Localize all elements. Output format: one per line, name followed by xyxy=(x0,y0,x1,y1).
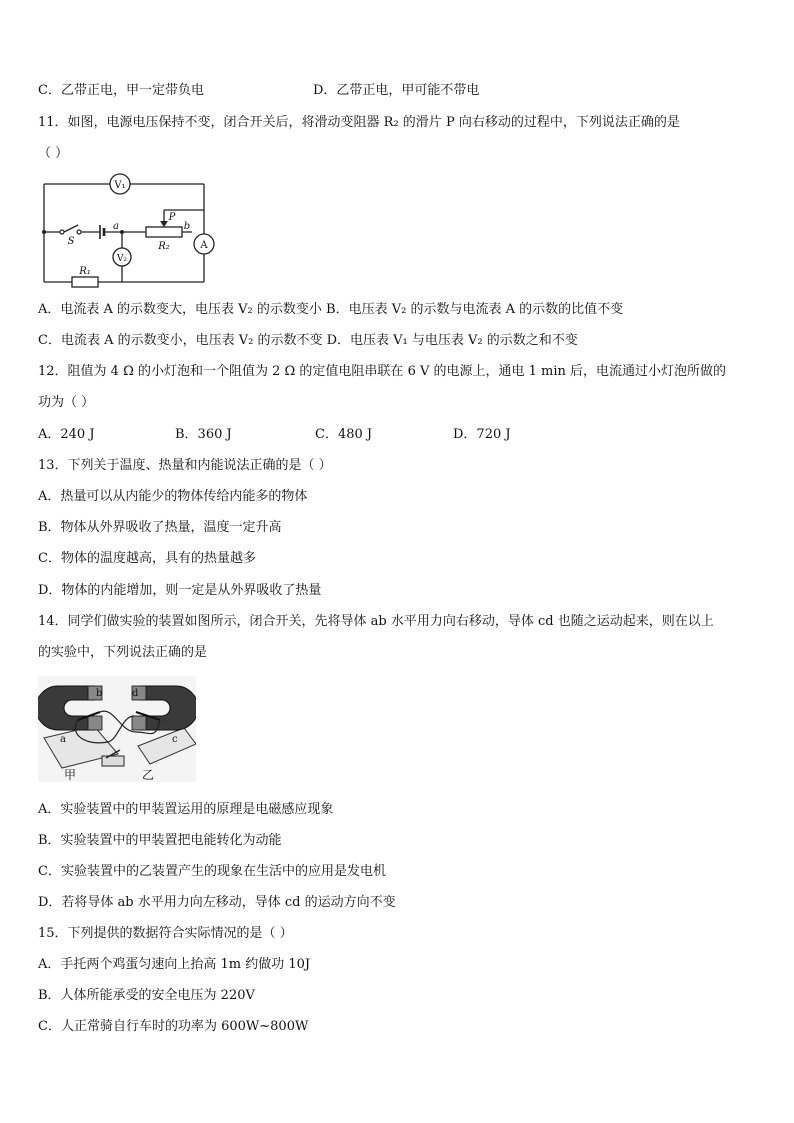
q13-option-d: D．物体的内能增加，则一定是从外界吸收了热量 xyxy=(38,583,322,598)
q11-stem-bracket: （ ） xyxy=(38,146,69,161)
q12-option-b: B．360 J xyxy=(175,427,232,442)
q14-stem: 14．同学们做实验的装置如图所示，闭合开关，先将导体 ab 水平用力向右移动，导体 cd 也随之运动起来，则在以上 xyxy=(38,614,714,629)
q14-stem-cont: 的实验中，下列说法正确的是 xyxy=(38,645,208,660)
q15-option-c: C．人正常骑自行车时的功率为 600W~800W xyxy=(38,1019,309,1034)
q14-option-b: B．实验装置中的甲装置把电能转化为动能 xyxy=(38,833,282,848)
q15-option-a: A．手托两个鸡蛋匀速向上抬高 1m 约做功 10J xyxy=(38,957,311,972)
point-b-label: b xyxy=(183,221,191,232)
q14-option-d: D．若将导体 ab 水平用力向左移动，导体 cd 的运动方向不变 xyxy=(38,895,396,910)
q12-stem-cont: 功为（ ） xyxy=(38,395,95,410)
q13-stem: 13．下列关于温度、热量和内能说法正确的是（ ） xyxy=(38,458,332,473)
v1-label: V₁ xyxy=(114,180,126,191)
label-d: d xyxy=(132,688,139,699)
q10-option-c: C．乙带正电，甲一定带负电 xyxy=(38,83,204,98)
v2-label: V₂ xyxy=(116,254,128,264)
label-yi: 乙 xyxy=(142,768,155,782)
q11-stem: 11．如图，电源电压保持不变，闭合开关后，将滑动变阻器 R₂ 的滑片 P 向右移动的过程中，下列说法正确的是 xyxy=(38,115,680,130)
label-b: b xyxy=(96,688,103,699)
q13-option-c: C．物体的温度越高，具有的热量越多 xyxy=(38,551,256,566)
q15-stem: 15．下列提供的数据符合实际情况的是（ ） xyxy=(38,926,293,941)
point-a-label: a xyxy=(113,221,119,232)
switch-label: S xyxy=(67,236,75,247)
q10-option-d: D．乙带正电，甲可能不带电 xyxy=(313,83,480,98)
q11-options-ab: A．电流表 A 的示数变大，电压表 V₂ 的示数变小 B．电压表 V₂ 的示数与电流表 A 的示数的比值不变 xyxy=(38,302,624,317)
r1-label: R₁ xyxy=(79,266,91,277)
q14-option-c: C．实验装置中的乙装置产生的现象在生活中的应用是发电机 xyxy=(38,864,386,879)
r2-label: R₂ xyxy=(158,241,170,252)
q13-option-b: B．物体从外界吸收了热量，温度一定升高 xyxy=(38,520,282,535)
q13-option-a: A．热量可以从内能少的物体传给内能多的物体 xyxy=(38,489,308,504)
q11-circuit-diagram xyxy=(38,170,218,288)
label-c: c xyxy=(172,734,178,745)
q15-option-b: B．人体所能承受的安全电压为 220V xyxy=(38,988,255,1003)
q12-option-c: C．480 J xyxy=(315,427,373,442)
label-a: a xyxy=(60,734,66,745)
q14-option-a: A．实验装置中的甲装置运用的原理是电磁感应现象 xyxy=(38,802,334,817)
q12-stem: 12．阻值为 4 Ω 的小灯泡和一个阻值为 2 Ω 的定值电阻串联在 6 V 的电源上，通电 1 min 后，电流通过小灯泡所做的 xyxy=(38,364,727,379)
q12-option-d: D．720 J xyxy=(453,427,511,442)
q14-apparatus-figure xyxy=(38,676,196,782)
q12-option-a: A．240 J xyxy=(38,427,95,442)
label-jia: 甲 xyxy=(64,768,77,782)
q11-options-cd: C．电流表 A 的示数变小，电压表 V₂ 的示数不变 D．电压表 V₁ 与电压表 V₂ 的示数之和不变 xyxy=(38,333,578,348)
ammeter-label: A xyxy=(200,240,208,251)
slider-p-label: P xyxy=(168,212,176,223)
